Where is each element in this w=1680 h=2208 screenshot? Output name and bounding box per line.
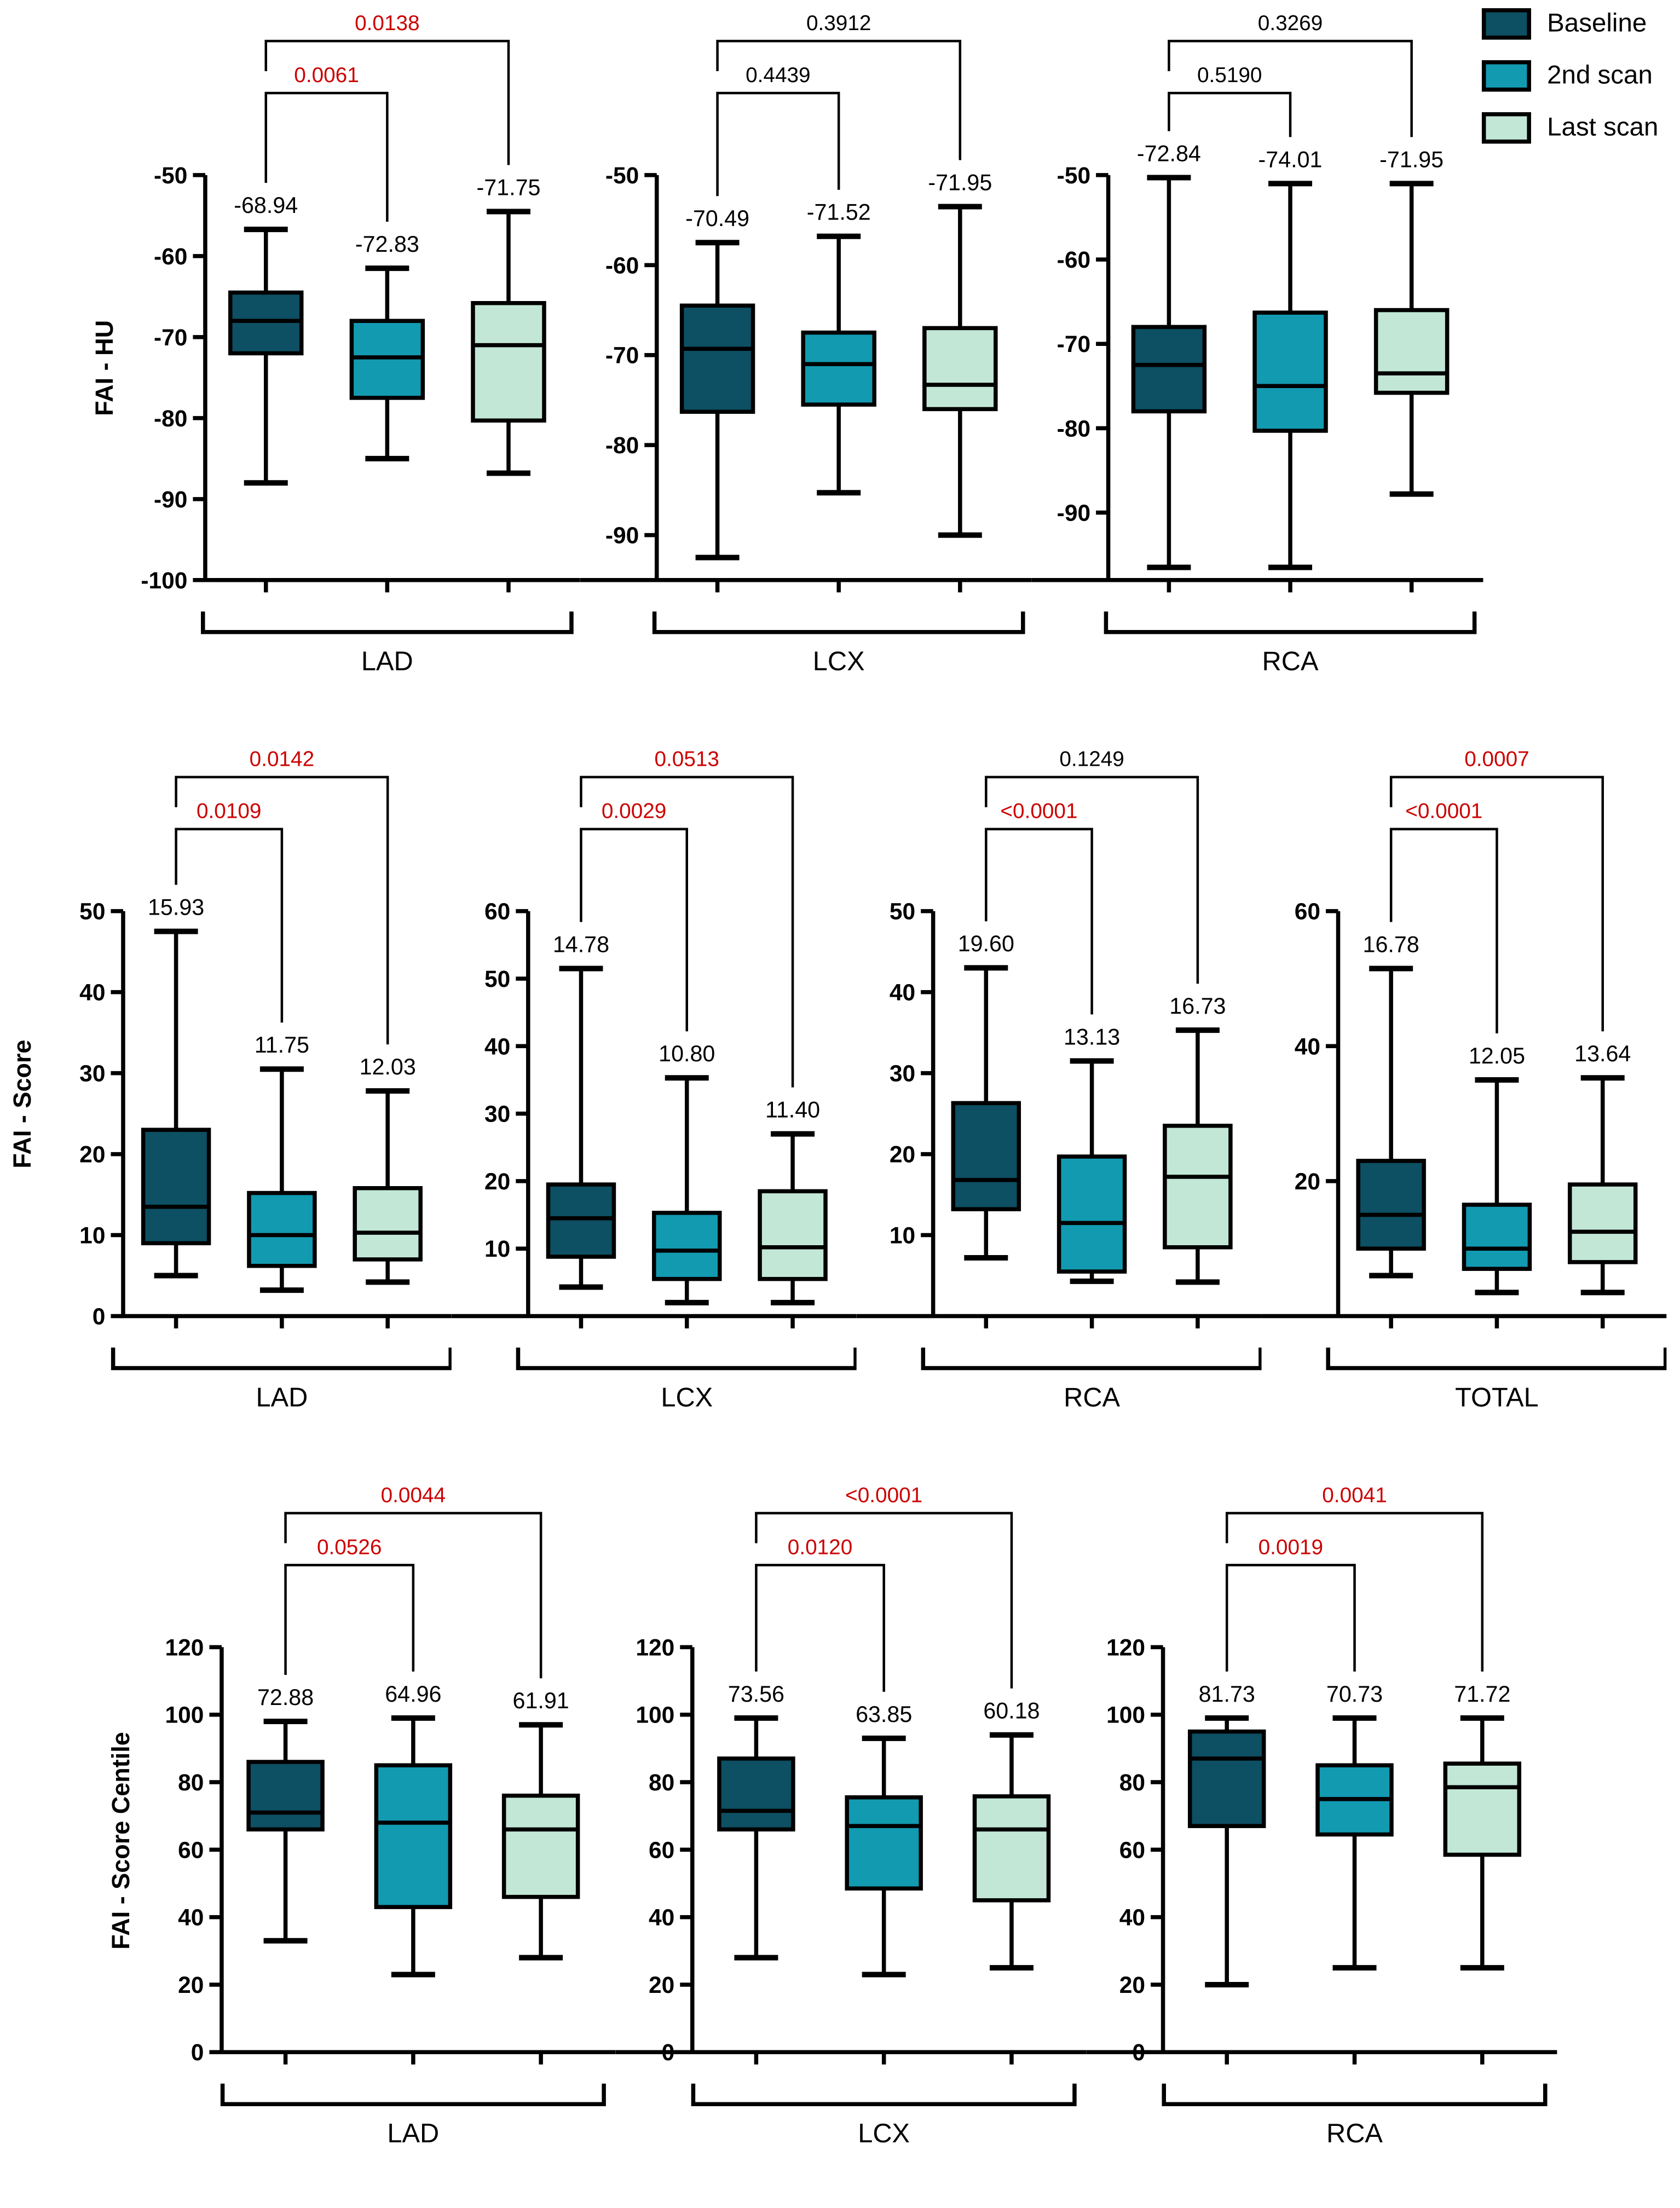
box-last-scan <box>1376 310 1447 393</box>
box-baseline <box>1358 1161 1424 1248</box>
mean-value-label: -74.01 <box>1258 147 1323 172</box>
y-tick-label: 30 <box>484 1101 511 1128</box>
legend-item-baseline <box>1481 8 1658 39</box>
y-tick-label: -50 <box>605 163 639 189</box>
mean-value-label: -71.95 <box>928 170 992 195</box>
y-tick-label: 20 <box>648 1972 675 1998</box>
category-label: RCA <box>1064 1383 1121 1413</box>
y-tick-label: 60 <box>1294 899 1321 925</box>
mean-value-label: 64.96 <box>385 1681 442 1707</box>
mean-value-label: 13.13 <box>1064 1024 1121 1050</box>
y-tick-label: 50 <box>889 899 916 925</box>
legend-color-chip-last-scan <box>1481 112 1531 143</box>
category-bracket <box>223 2084 604 2148</box>
legend-item-last-scan <box>1481 112 1658 143</box>
y-tick-label: 120 <box>1106 1635 1146 1661</box>
y-tick-label: 60 <box>178 1837 204 1864</box>
y-tick-label: 100 <box>1106 1702 1146 1729</box>
y-tick-label: -90 <box>1057 500 1091 527</box>
y-tick-label: 120 <box>165 1635 204 1661</box>
mean-value-label: -70.49 <box>685 206 750 232</box>
box-last-scan <box>1570 1184 1636 1262</box>
y-tick-label: 40 <box>648 1905 675 1931</box>
box-last-scan <box>473 303 544 421</box>
y-tick-label: -60 <box>1057 247 1091 274</box>
y-axis-title-fai-score-centile: FAI - Score Centile <box>107 1731 135 1949</box>
category-label: LCX <box>661 1383 713 1413</box>
mean-value-label: 72.88 <box>257 1685 314 1710</box>
boxplot-panel-lcx-row2 <box>616 1472 1087 2208</box>
box-last-scan <box>1165 1126 1231 1247</box>
category-bracket <box>693 2084 1075 2148</box>
y-tick-label: 80 <box>648 1770 675 1796</box>
box-2nd-scan <box>1464 1205 1529 1269</box>
y-tick-label: -50 <box>1057 163 1091 189</box>
mean-value-label: 61.91 <box>512 1688 569 1714</box>
box-baseline <box>143 1130 209 1243</box>
p-value-label: 0.0007 <box>1464 747 1529 771</box>
significance-brackets <box>286 1483 541 1678</box>
category-label: TOTAL <box>1455 1383 1539 1413</box>
y-tick-label: -100 <box>141 568 188 594</box>
p-value-label: <0.0001 <box>1000 799 1078 823</box>
category-bracket <box>518 1348 856 1412</box>
p-value-label: <0.0001 <box>845 1483 923 1507</box>
mean-value-label: -72.84 <box>1136 141 1201 166</box>
legend-item-2nd-scan <box>1481 60 1658 91</box>
y-tick-label: -80 <box>154 406 188 432</box>
box-last-scan <box>355 1188 420 1259</box>
p-value-label: 0.5190 <box>1197 63 1262 87</box>
box-baseline <box>719 1759 793 1829</box>
y-tick-label: 20 <box>484 1169 511 1195</box>
y-tick-label: 60 <box>1119 1837 1146 1864</box>
legend-label-last-scan: Last scan <box>1547 113 1659 142</box>
y-tick-label: 20 <box>889 1142 916 1168</box>
p-value-label: 0.0513 <box>654 747 719 771</box>
box-last-scan <box>1445 1764 1519 1854</box>
box-2nd-scan <box>654 1213 720 1279</box>
box-2nd-scan <box>1059 1157 1125 1271</box>
boxes <box>1190 1681 1520 1985</box>
y-tick-label: 40 <box>889 980 916 1006</box>
y-tick-label: 120 <box>636 1635 675 1661</box>
box-last-scan <box>974 1796 1048 1900</box>
y-tick-label: 60 <box>648 1837 675 1864</box>
mean-value-label: 71.72 <box>1454 1681 1511 1707</box>
mean-value-label: 16.73 <box>1169 993 1226 1019</box>
panels-fai-hu <box>129 0 1483 736</box>
boxplot-panel-lad-row0 <box>129 0 580 736</box>
significance-brackets <box>266 11 509 222</box>
y-tick-label: -80 <box>605 433 639 459</box>
mean-value-label: 19.60 <box>957 931 1014 957</box>
p-value-label: 0.0120 <box>787 1535 853 1559</box>
y-tick-label: 10 <box>79 1223 106 1249</box>
mean-value-label: -71.52 <box>806 199 871 225</box>
chart-row-fai-hu <box>0 0 1680 736</box>
y-tick-label: -90 <box>605 523 639 549</box>
p-value-label: 0.0138 <box>355 11 420 35</box>
category-bracket <box>1328 1348 1666 1412</box>
y-tick-label: 10 <box>889 1223 916 1249</box>
y-tick-label: -70 <box>1057 332 1091 358</box>
significance-brackets <box>986 748 1198 1015</box>
box-baseline <box>249 1762 322 1829</box>
boxplot-panel-rca-row1 <box>857 736 1262 1472</box>
y-tick-label: 40 <box>1294 1034 1321 1060</box>
boxplot-panel-lcx-row1 <box>452 736 857 1472</box>
significance-brackets <box>756 1483 1012 1691</box>
y-tick-label: 50 <box>484 966 511 992</box>
y-tick-label: 100 <box>636 1702 675 1729</box>
boxplot-panel-lad-row1 <box>47 736 452 1472</box>
p-value-label: 0.0041 <box>1322 1483 1387 1507</box>
y-tick-label: -50 <box>154 163 188 189</box>
legend-color-chip-2nd-scan <box>1481 60 1531 91</box>
category-bracket <box>1164 2084 1545 2148</box>
boxes <box>719 1681 1049 1975</box>
mean-value-label: 60.18 <box>983 1698 1040 1724</box>
mean-value-label: 13.64 <box>1574 1041 1631 1067</box>
y-tick-label: 100 <box>165 1702 204 1729</box>
y-tick-label: 30 <box>79 1061 106 1087</box>
mean-value-label: 10.80 <box>659 1041 715 1067</box>
y-tick-label: 0 <box>1132 2040 1146 2066</box>
box-2nd-scan <box>847 1797 921 1888</box>
category-label: LAD <box>361 646 413 677</box>
box-baseline <box>682 305 753 412</box>
p-value-label: 0.3912 <box>806 11 871 35</box>
y-tick-label: -70 <box>605 343 639 369</box>
y-tick-label: 0 <box>190 2040 204 2066</box>
category-label: LAD <box>387 2119 440 2149</box>
y-tick-label: 0 <box>661 2040 675 2066</box>
p-value-label: 0.0526 <box>316 1535 382 1559</box>
boxplot-panel-lad-row2 <box>145 1472 616 2208</box>
category-bracket <box>203 611 571 676</box>
significance-brackets <box>176 748 388 1044</box>
category-label: RCA <box>1326 2119 1383 2149</box>
boxplot-panel-lcx-row0 <box>580 0 1032 736</box>
category-bracket <box>113 1348 451 1412</box>
p-value-label: 0.4439 <box>746 63 811 87</box>
y-tick-label: -60 <box>605 253 639 279</box>
category-label: LCX <box>812 646 865 677</box>
significance-brackets <box>1391 748 1603 1033</box>
box-baseline <box>1133 327 1204 411</box>
y-tick-label: 10 <box>484 1236 511 1263</box>
p-value-label: 0.0142 <box>249 747 315 771</box>
mean-value-label: -71.95 <box>1379 147 1444 172</box>
category-bracket <box>1106 611 1474 676</box>
y-axis-title-fai-score: FAI - Score <box>9 1039 37 1169</box>
mean-value-label: 73.56 <box>728 1681 784 1707</box>
boxes <box>249 1681 578 1975</box>
significance-brackets <box>581 748 793 1088</box>
mean-value-label: 14.78 <box>552 932 610 957</box>
mean-value-label: 11.75 <box>254 1032 309 1058</box>
y-tick-label: 40 <box>1119 1905 1146 1931</box>
panels-fai-score-centile <box>145 1472 1557 2208</box>
mean-value-label: 15.93 <box>148 894 205 920</box>
boxplot-panel-total-row1 <box>1262 736 1667 1472</box>
box-baseline <box>953 1103 1019 1209</box>
y-axis-title-fai-hu: FAI - HU <box>91 320 119 416</box>
y-tick-label: 20 <box>1294 1169 1321 1195</box>
y-tick-label: 80 <box>1119 1770 1146 1796</box>
p-value-label: 0.0061 <box>294 63 359 87</box>
legend-label-baseline: Baseline <box>1547 9 1647 38</box>
y-tick-label: 0 <box>92 1304 106 1330</box>
category-bracket <box>655 611 1023 676</box>
box-last-scan <box>504 1796 578 1897</box>
mean-value-label: 16.78 <box>1363 932 1419 957</box>
y-tick-label: 80 <box>178 1770 204 1796</box>
box-2nd-scan <box>803 333 874 405</box>
mean-value-label: -68.94 <box>234 193 298 218</box>
y-tick-label: 20 <box>1119 1972 1146 1998</box>
p-value-label: 0.1249 <box>1059 747 1124 771</box>
p-value-label: 0.3269 <box>1257 11 1323 35</box>
p-value-label: 0.0019 <box>1258 1535 1324 1559</box>
boxplot-panel-rca-row2 <box>1087 1472 1557 2208</box>
p-value-label: 0.0109 <box>197 799 262 823</box>
p-value-label: <0.0001 <box>1405 799 1483 823</box>
y-tick-label: -80 <box>1057 416 1091 442</box>
y-tick-label: 50 <box>79 899 106 925</box>
significance-brackets <box>1169 11 1411 137</box>
mean-value-label: -72.83 <box>355 232 419 257</box>
mean-value-label: 12.05 <box>1468 1043 1526 1068</box>
box-2nd-scan <box>249 1193 315 1266</box>
mean-value-label: 81.73 <box>1198 1681 1255 1707</box>
y-tick-label: 30 <box>889 1061 916 1087</box>
y-tick-label: -70 <box>154 325 188 351</box>
boxplot-panel-rca-row0 <box>1032 0 1483 736</box>
category-label: LCX <box>858 2119 910 2149</box>
y-tick-label: -90 <box>154 487 188 513</box>
category-label: LAD <box>256 1383 308 1413</box>
significance-brackets <box>1227 1483 1482 1671</box>
box-baseline <box>548 1184 614 1257</box>
legend-color-chip-baseline <box>1481 8 1531 39</box>
mean-value-label: 70.73 <box>1326 1681 1383 1707</box>
box-2nd-scan <box>376 1765 450 1907</box>
chart-row-fai-score-centile <box>0 1472 1680 2208</box>
boxes <box>1133 141 1447 568</box>
category-label: RCA <box>1262 646 1319 677</box>
p-value-label: 0.0029 <box>601 799 667 823</box>
box-2nd-scan <box>1255 313 1326 431</box>
y-tick-label: 40 <box>484 1034 511 1060</box>
mean-value-label: -71.75 <box>476 175 541 200</box>
y-tick-label: 20 <box>178 1972 204 1998</box>
y-tick-label: 40 <box>79 980 106 1006</box>
p-value-label: 0.0044 <box>380 1483 446 1507</box>
y-tick-label: 40 <box>178 1905 204 1931</box>
y-tick-label: -60 <box>154 244 188 270</box>
legend-label-2nd-scan: 2nd scan <box>1547 61 1653 90</box>
box-last-scan <box>925 328 996 409</box>
significance-brackets <box>718 11 960 196</box>
y-tick-label: 60 <box>484 899 511 925</box>
category-bracket <box>923 1348 1261 1412</box>
boxes <box>682 170 996 557</box>
chart-row-fai-score <box>0 736 1680 1472</box>
panels-fai-score <box>47 736 1666 1472</box>
y-tick-label: 20 <box>79 1142 106 1168</box>
mean-value-label: 11.40 <box>765 1097 821 1123</box>
mean-value-label: 63.85 <box>856 1701 913 1727</box>
box-baseline <box>1190 1732 1264 1826</box>
mean-value-label: 12.03 <box>359 1054 416 1080</box>
legend <box>1481 8 1658 164</box>
box-last-scan <box>760 1191 825 1279</box>
